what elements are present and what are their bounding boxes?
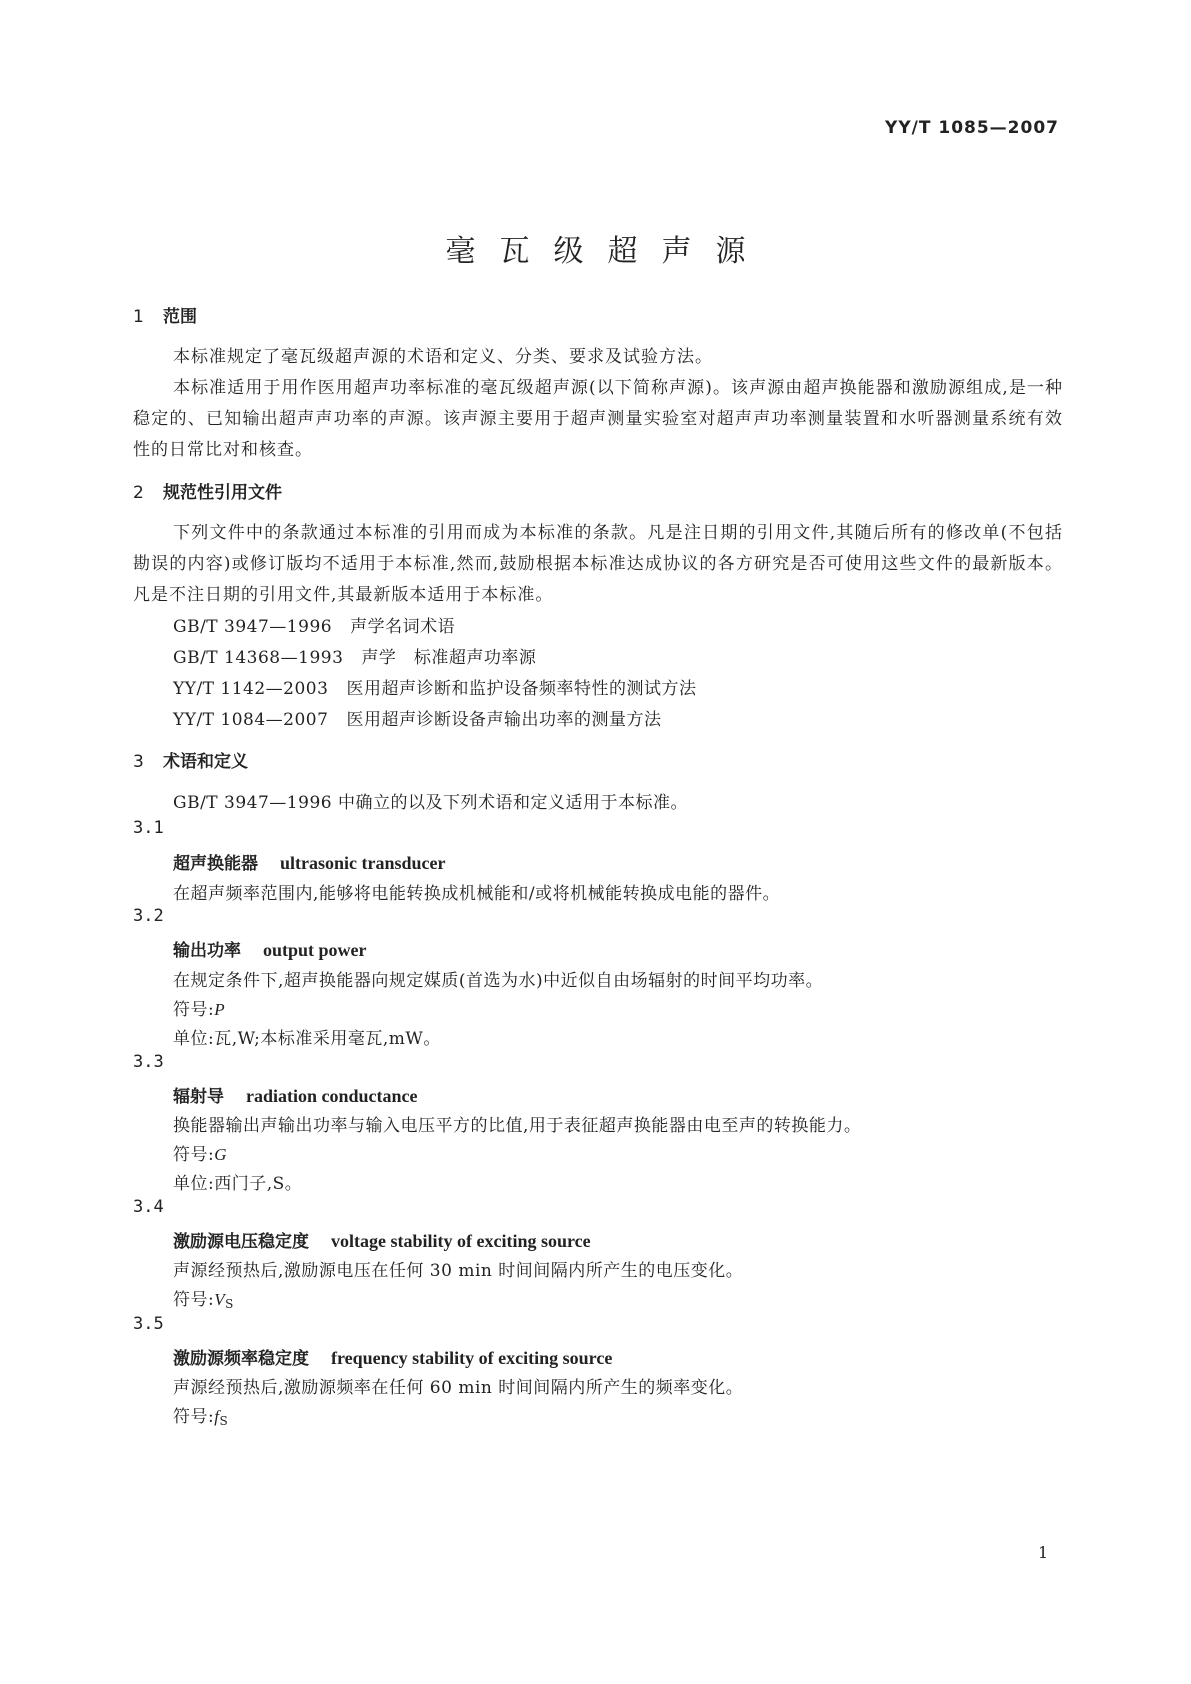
section-title: 范围 bbox=[163, 307, 197, 327]
section-number: 3 bbox=[133, 752, 144, 772]
reference-title: 声学 标准超声功率源 bbox=[361, 648, 537, 668]
term-chinese: 输出功率 bbox=[173, 941, 241, 961]
section-title: 术语和定义 bbox=[163, 752, 248, 772]
clause-number: 3.2 bbox=[133, 906, 164, 926]
term-unit: 单位:西门子,S。 bbox=[173, 1174, 303, 1194]
term-chinese: 超声换能器 bbox=[173, 854, 258, 874]
symbol-value: G bbox=[214, 1145, 228, 1164]
term-symbol bbox=[173, 1140, 227, 1165]
term-heading bbox=[173, 1082, 418, 1107]
symbol-subscript: S bbox=[225, 1297, 234, 1311]
symbol-label: 符号: bbox=[173, 1407, 215, 1427]
term-definition: 声源经预热后,激励源电压在任何 30 min 时间间隔内所产生的电压变化。 bbox=[173, 1261, 744, 1281]
term-symbol bbox=[173, 995, 225, 1020]
normative-reference-item bbox=[173, 612, 455, 637]
term-english: ultrasonic transducer bbox=[280, 853, 446, 873]
normative-reference-item bbox=[173, 674, 696, 699]
reference-code: GB/T 3947—1996 bbox=[173, 617, 333, 637]
term-english: radiation conductance bbox=[246, 1086, 418, 1106]
section-number: 1 bbox=[133, 307, 144, 327]
reference-code: YY/T 1084—2007 bbox=[173, 710, 329, 730]
term-chinese: 辐射导 bbox=[173, 1087, 224, 1107]
symbol-value: f bbox=[214, 1407, 220, 1426]
section-3-heading bbox=[133, 747, 248, 772]
term-chinese: 激励源电压稳定度 bbox=[173, 1232, 309, 1252]
term-english: frequency stability of exciting source bbox=[331, 1348, 613, 1368]
term-chinese: 激励源频率稳定度 bbox=[173, 1349, 309, 1369]
section-number: 2 bbox=[133, 483, 144, 503]
term-definition: 换能器输出声输出功率与输入电压平方的比值,用于表征超声换能器由电至声的转换能力。 bbox=[173, 1116, 862, 1136]
clause-number: 3.1 bbox=[133, 818, 164, 838]
section-2-heading bbox=[133, 478, 282, 503]
term-unit: 单位:瓦,W;本标准采用毫瓦,mW。 bbox=[173, 1029, 441, 1049]
section-1-paragraph-1: 本标准规定了毫瓦级超声源的术语和定义、分类、要求及试验方法。 bbox=[173, 347, 713, 367]
reference-title: 医用超声诊断设备声输出功率的测量方法 bbox=[346, 710, 662, 730]
normative-reference-item bbox=[173, 705, 661, 730]
reference-code: YY/T 1142—2003 bbox=[173, 679, 329, 699]
clause-number: 3.4 bbox=[133, 1197, 164, 1217]
section-1-heading bbox=[133, 302, 197, 327]
term-heading bbox=[173, 1227, 591, 1252]
section-title: 规范性引用文件 bbox=[163, 483, 282, 503]
page-number: 1 bbox=[1038, 1543, 1049, 1562]
symbol-label: 符号: bbox=[173, 1000, 215, 1020]
term-definition: 声源经预热后,激励源频率在任何 60 min 时间间隔内所产生的频率变化。 bbox=[173, 1378, 744, 1398]
symbol-label: 符号: bbox=[173, 1290, 215, 1310]
normative-reference-item bbox=[173, 643, 536, 668]
term-heading bbox=[173, 936, 367, 961]
term-english: output power bbox=[263, 940, 367, 960]
term-heading bbox=[173, 1344, 612, 1369]
reference-code: GB/T 14368—1993 bbox=[173, 648, 344, 668]
section-2-paragraph: 下列文件中的条款通过本标准的引用而成为本标准的条款。凡是注日期的引用文件,其随后所有的修改单(不包括勘误的内容)或修订版均不适用于本标准,然而,鼓励根据本标准达成协议的各方研究是否可使用这些文件的最新版本。凡是不注日期的引用文件,其最新版本适用于本标准。 bbox=[133, 523, 1063, 605]
term-symbol bbox=[173, 1285, 234, 1311]
section-1-paragraph-2: 本标准适用于用作医用超声功率标准的毫瓦级超声源(以下简称声源)。该声源由超声换能器和激励源组成,是一种稳定的、已知输出超声声功率的声源。该声源主要用于超声测量实验室对超声声功率测量装置和水听器测量系统有效性的日常比对和核查。 bbox=[133, 378, 1063, 460]
section-3-intro: GB/T 3947—1996 中确立的以及下列术语和定义适用于本标准。 bbox=[173, 793, 688, 813]
term-english: voltage stability of exciting source bbox=[331, 1231, 591, 1251]
reference-title: 医用超声诊断和监护设备频率特性的测试方法 bbox=[346, 679, 697, 699]
term-heading bbox=[173, 849, 446, 874]
term-definition: 在规定条件下,超声换能器向规定媒质(首选为水)中近似自由场辐射的时间平均功率。 bbox=[173, 971, 824, 991]
clause-number: 3.5 bbox=[133, 1314, 164, 1334]
reference-title: 声学名词术语 bbox=[350, 617, 456, 637]
document-title: 毫瓦级超声源 bbox=[445, 234, 770, 269]
symbol-subscript: S bbox=[219, 1414, 229, 1428]
term-symbol bbox=[173, 1402, 228, 1428]
term-definition: 在超声频率范围内,能够将电能转换成机械能和/或将机械能转换成电能的器件。 bbox=[173, 884, 781, 904]
symbol-label: 符号: bbox=[173, 1145, 215, 1165]
symbol-value: V bbox=[214, 1290, 226, 1309]
symbol-value: P bbox=[214, 1000, 226, 1019]
clause-number: 3.3 bbox=[133, 1052, 164, 1072]
standard-code-header: YY/T 1085—2007 bbox=[885, 118, 1059, 138]
